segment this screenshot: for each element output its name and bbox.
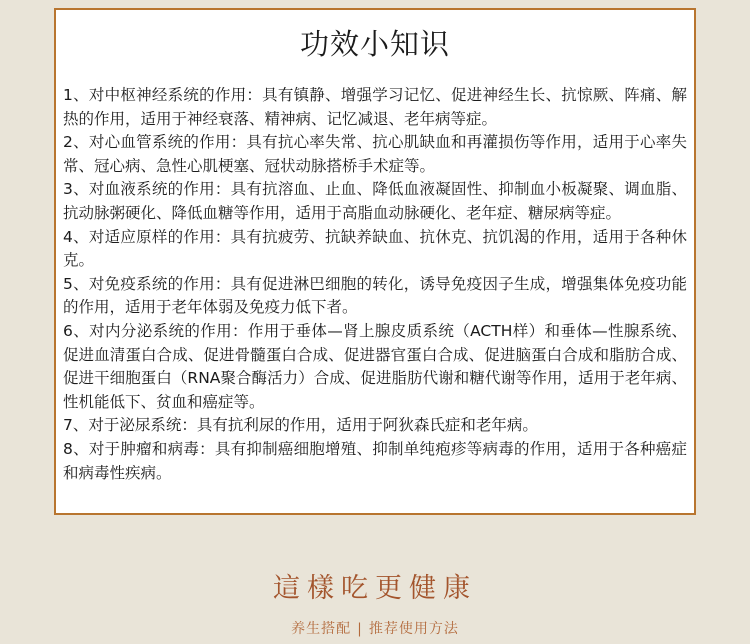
efficacy-item-1: 1、对中枢神经系统的作用：具有镇静、增强学习记忆、促进神经生长、抗惊厥、阵痛、解热的作用，适用于神经衰落、精神病、记忆减退、老年病等症。 bbox=[63, 86, 687, 128]
subheading-left: 养生搭配 bbox=[291, 621, 352, 637]
efficacy-item-8: 8、对于肿瘤和病毒：具有抑制癌细胞增殖、抑制单纯疱疹等病毒的作用，适用于各种癌症和病毒性疾病。 bbox=[63, 439, 687, 482]
slogan-heading: 這樣吃更健康 bbox=[273, 573, 477, 604]
efficacy-item-4: 4、对适应原样的作用：具有抗疲劳、抗缺养缺血、抗休克、抗饥渴的作用，适用于各种休克。 bbox=[63, 227, 687, 270]
knowledge-card bbox=[54, 8, 696, 515]
efficacy-item-2: 2、对心血管系统的作用：具有抗心率失常、抗心肌缺血和再灌损伤等作用，适用于心率失常、冠心病、急性心肌梗塞、冠状动脉搭桥手术症等。 bbox=[63, 133, 687, 175]
efficacy-item-3: 3、对血液系统的作用：具有抗溶血、止血、降低血液凝固性、抑制血小板凝聚、调血脂、抗动脉粥硬化、降低血糖等作用，适用于高脂血动脉硬化、老年症、糖尿病等症。 bbox=[63, 180, 687, 222]
subheading-separator: | bbox=[357, 621, 363, 637]
efficacy-item-6: 6、对内分泌系统的作用：作用于垂体—肾上腺皮质系统（ACTH样）和垂体—性腺系统、促进血清蛋白合成、促进骨髓蛋白合成、促进器官蛋白合成、促进脑蛋白合成和脂肪合成、促进干细胞蛋白（RNA聚合酶活力）合成、促进脂肪代谢和糖代谢等作用，适用于老年病、性机能低下、贫血和癌症等。 bbox=[63, 321, 687, 411]
subheading bbox=[0, 618, 750, 638]
subheading-right: 推荐使用方法 bbox=[368, 621, 459, 637]
efficacy-item-5: 5、对免疫系统的作用：具有促进淋巴细胞的转化，诱导免疫因子生成，增强集体免疫功能的作用，适用于老年体弱及免疫力低下者。 bbox=[63, 274, 687, 317]
card-title: 功效小知识 bbox=[299, 27, 450, 61]
efficacy-item-7: 7、对于泌尿系统：具有抗利尿的作用，适用于阿狄森氏症和老年病。 bbox=[63, 416, 538, 435]
efficacy-list bbox=[63, 84, 687, 485]
